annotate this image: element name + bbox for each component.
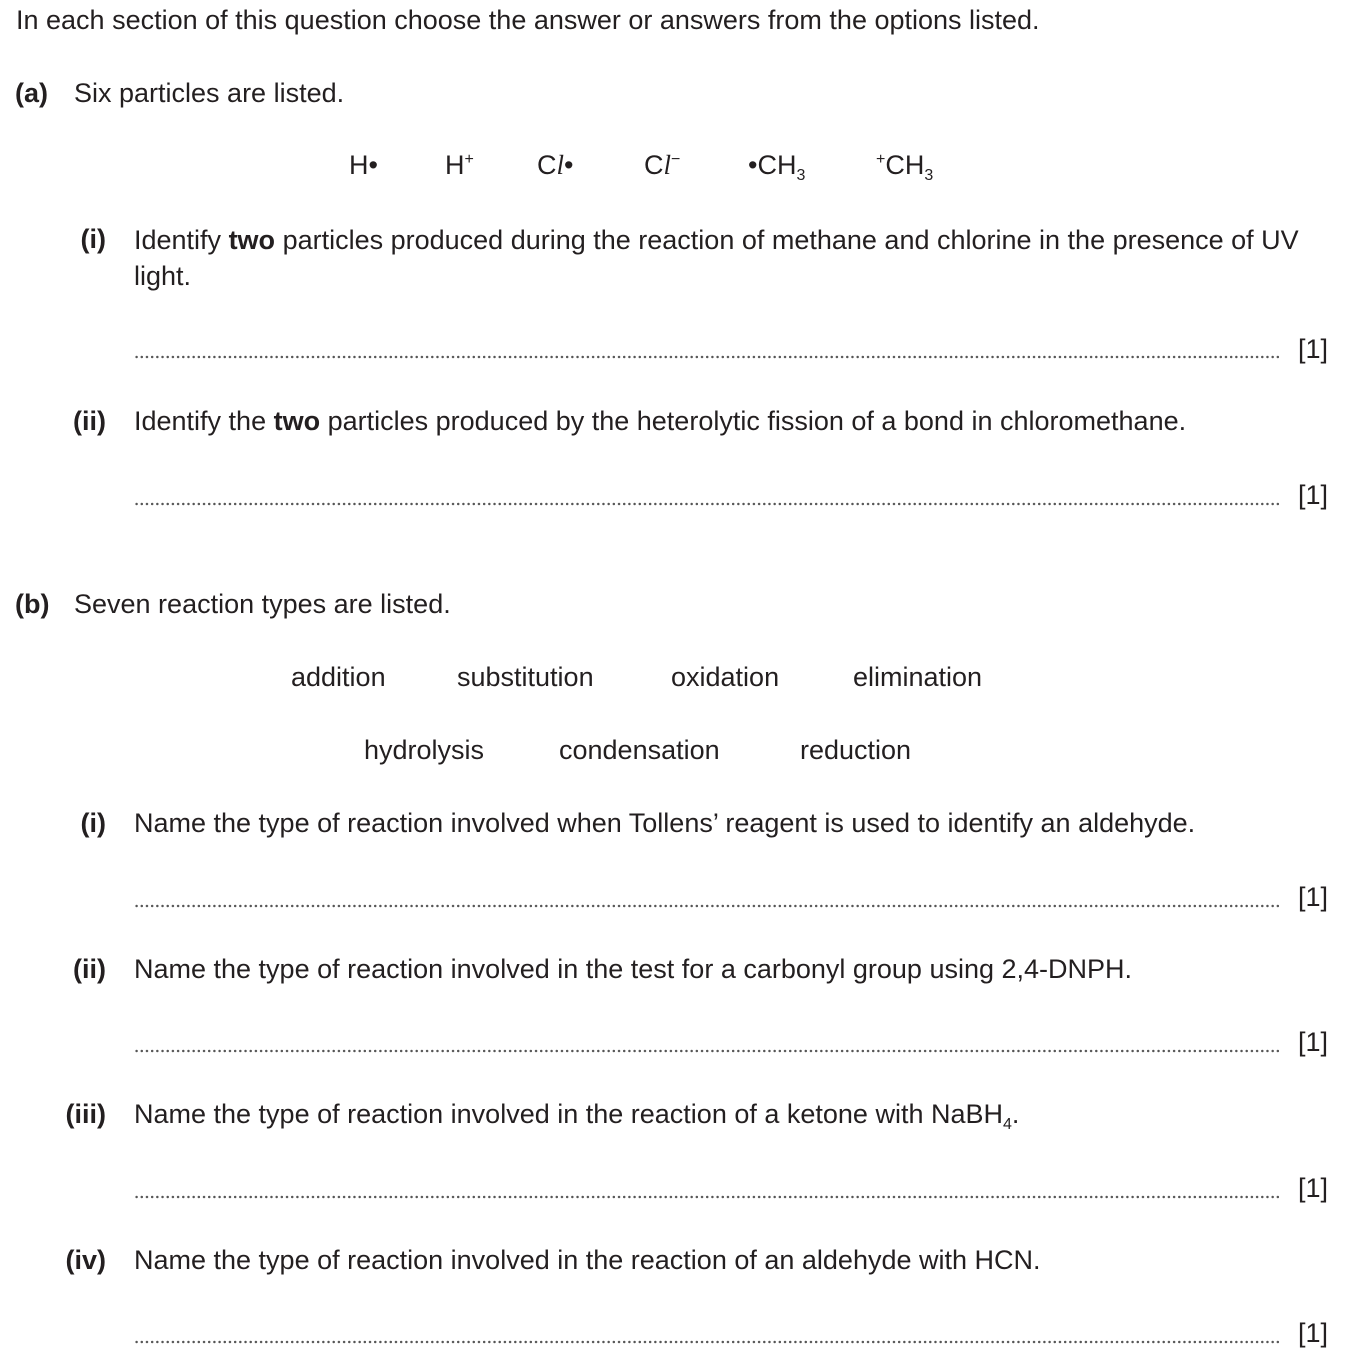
answer-line-b-iii[interactable] [134,1195,1280,1199]
reaction-type-hydrolysis: hydrolysis [364,735,485,765]
mark-b-iv: [1] [1298,1318,1329,1348]
reaction-type-oxidation: oxidation [671,662,780,692]
particle-cl-radical: Cl• [537,150,574,180]
part-b-iv-label: (iv) [65,1245,106,1275]
mark-b-i: [1] [1298,882,1329,912]
particle-methyl-radical: $•CH_3$ [748,150,806,184]
answer-line-a-ii[interactable] [134,502,1280,506]
part-b-ii-label: (ii) [73,954,106,984]
part-b-i-label: (i) [80,808,106,838]
reaction-type-condensation: condensation [559,735,720,765]
part-a-text: Six particles are listed. [74,78,345,108]
mark-b-iii: [1] [1298,1173,1329,1203]
part-b-ii-text: Name the type of reaction involved in the test for a carbonyl group using 2,4-DNPH. [134,954,1133,984]
part-a-label: (a) [15,78,48,108]
particle-methyl-cation: $^+CH_3$ [876,150,934,184]
reaction-type-reduction: reduction [800,735,912,765]
particle-h-radical: H• [349,150,378,180]
question-intro: In each section of this question choose the answer or answers from the options listed. [16,5,1040,35]
part-a-ii-text: Identify the two particles produced by the heterolytic fission of a bond in chloromethane. [134,406,1187,436]
part-a-i-label: (i) [80,224,106,254]
reaction-type-substitution: substitution [457,662,594,692]
part-b-label: (b) [15,589,50,619]
answer-line-b-ii[interactable] [134,1049,1280,1053]
mark-b-ii: [1] [1298,1027,1329,1057]
part-b-iii-text: Name the type of reaction involved in the reaction of a ketone with NaBH$_4$. [134,1099,1020,1133]
part-b-iii-label: (iii) [65,1099,106,1129]
part-a-i-text: Identify two particles produced during the reaction of methane and chlorine in the presence of UV light. [134,225,1299,291]
mark-a-i: [1] [1298,334,1329,364]
part-b-iv-text: Name the type of reaction involved in the reaction of an aldehyde with HCN. [134,1245,1041,1275]
part-b-i-text: Name the type of reaction involved when Tollens’ reagent is used to identify an aldehyde. [134,808,1196,838]
reaction-type-elimination: elimination [853,662,983,692]
reaction-type-addition: addition [291,662,386,692]
answer-line-b-i[interactable] [134,904,1280,908]
answer-line-b-iv[interactable] [134,1340,1280,1344]
part-a-ii-label: (ii) [73,406,106,436]
part-b-text: Seven reaction types are listed. [74,589,451,619]
mark-a-ii: [1] [1298,480,1329,510]
particle-cl-minus: Cl− [644,150,681,180]
particle-h-plus: H+ [445,150,474,180]
answer-line-a-i[interactable] [134,355,1280,359]
